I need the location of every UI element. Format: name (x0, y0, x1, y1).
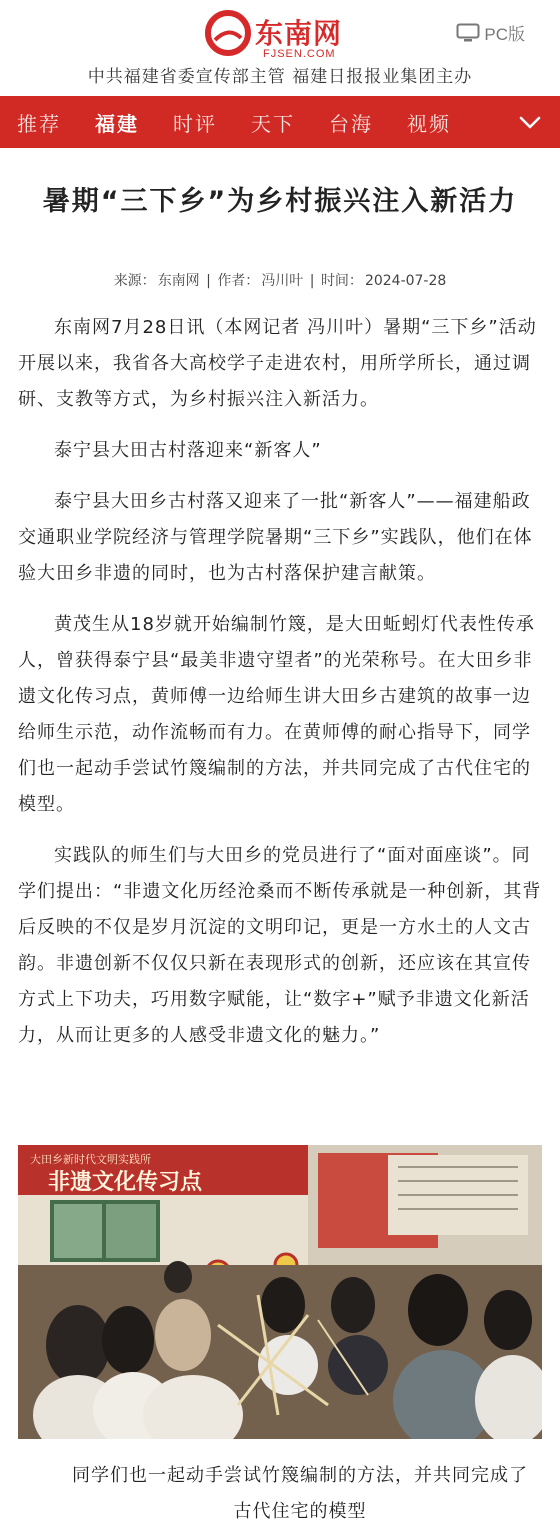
article-paragraph: 黄茂生从18岁就开始编制竹篾，是大田蚯蚓灯代表性传承人，曾获得泰宁县“最美非遗守望者”的光荣称号。在大田乡非遗文化传习点，黄师傅一边给师生讲大田乡古建筑的故事一边给师生示范，动作流畅而有力。在黄师傅的耐心指导下，同学们也一起动手尝试竹篾编制的方法，并共同完成了古代住宅的模型。 (18, 614, 535, 815)
logo-domain: FJSEN.COM (263, 48, 336, 60)
time-value: 2024-07-28 (364, 273, 447, 289)
photo-banner-small: 大田乡新时代文明实践所 (30, 1153, 151, 1166)
photo-banner-big: 非遗文化传习点 (48, 1170, 203, 1195)
nav-item-video[interactable]: 视频 (407, 111, 451, 136)
photo-scene (18, 1145, 542, 1439)
monitor-icon (456, 23, 480, 43)
pc-version-button[interactable] (456, 20, 525, 45)
author-value: 冯川叶 (261, 273, 304, 289)
time-label: 时间： (320, 273, 363, 289)
nav-item-recommend[interactable]: 推荐 (17, 111, 61, 136)
source-label: 来源： (113, 273, 156, 289)
article-body (18, 310, 542, 1069)
site-logo[interactable] (205, 8, 365, 58)
nav-item-taiwan-strait[interactable]: 台海 (329, 111, 373, 136)
host-statement: 中共福建省委宣传部主管 福建日报报业集团主办 (87, 67, 473, 87)
article-title: 暑期“三下乡”为乡村振兴注入新活力 (42, 186, 518, 218)
logo-text: 东南网 (255, 17, 343, 50)
channel-nav (0, 96, 560, 148)
nav-item-world[interactable]: 天下 (251, 111, 295, 136)
pc-version-label: PC版 (484, 25, 525, 44)
chevron-down-icon[interactable] (518, 110, 542, 134)
nav-item-fujian[interactable]: 福建 (95, 111, 139, 136)
meta-divider: | (309, 273, 315, 289)
fjsen-logo-icon (205, 10, 251, 56)
article-meta (0, 270, 560, 290)
article-paragraph: 实践队的师生们与大田乡的党员进行了“面对面座谈”。同学们提出：“非遗文化历经沧桑而不断传承就是一种创新，其背后反映的不仅是岁月沉淀的文明印记，更是一方水土的人文古韵。非遗创新不仅仅只新在表现形式的创新，还应该在其宣传方式上下功夫，巧用数字赋能，让“数字+”赋予非遗文化新活力，从而让更多的人感受非遗文化的魅力。” (18, 845, 542, 1046)
article-paragraph-lead: 东南网7月28日讯（本网记者 冯川叶）暑期“三下乡”活动开展以来，我省各大高校学子走进农村，用所学所长，通过调研、支教等方式，为乡村振兴注入新活力。 (18, 317, 537, 410)
article-paragraph: 泰宁县大田乡古村落又迎来了一批“新客人”——福建船政交通职业学院经济与管理学院暑期“三下乡”实践队，他们在体验大田乡非遗的同时，也为古村落保护建言献策。 (18, 491, 533, 584)
author-label: 作者： (217, 273, 260, 289)
nav-item-commentary[interactable]: 时评 (173, 111, 217, 136)
source-value: 东南网 (157, 273, 200, 289)
meta-divider: | (206, 273, 211, 289)
article-photo (18, 1145, 542, 1439)
photo-caption: 同学们也一起动手尝试竹篾编制的方法，并共同完成了古代住宅的模型 (72, 1465, 528, 1522)
site-header (0, 0, 560, 96)
article-subheading: 泰宁县大田古村落迎来“新客人” (54, 440, 322, 461)
